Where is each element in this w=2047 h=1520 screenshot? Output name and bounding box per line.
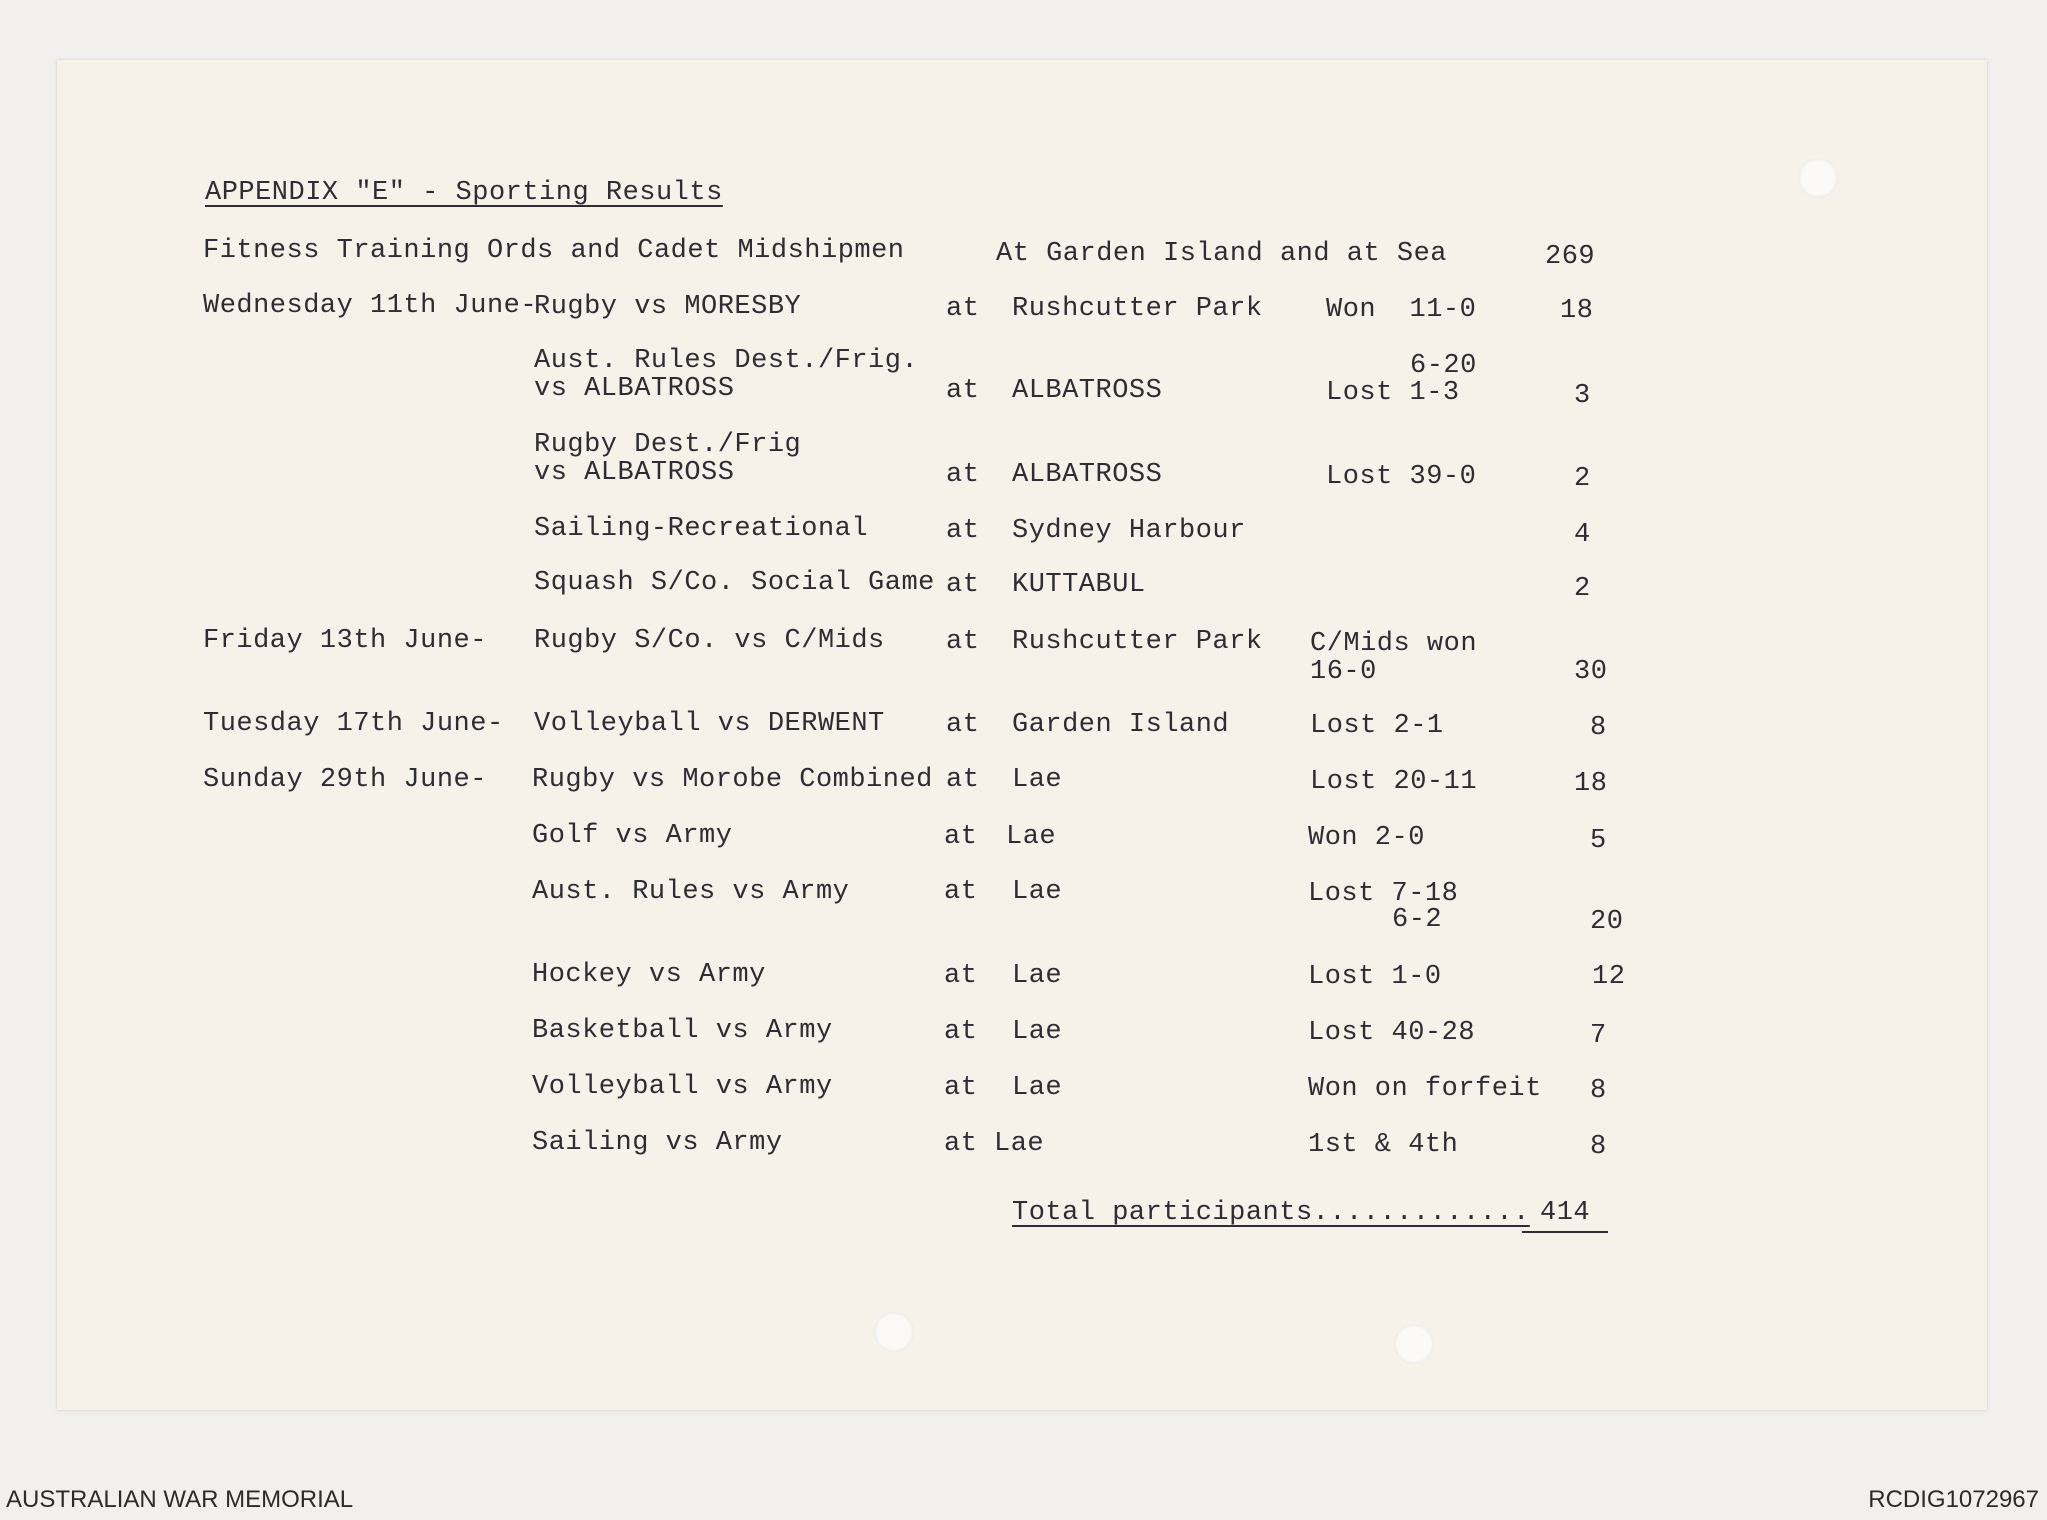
count: 2 — [1574, 464, 1591, 494]
result: C/Mids won — [1310, 629, 1478, 659]
fitness-count: 269 — [1545, 242, 1596, 272]
total-value: 414 — [1540, 1198, 1591, 1228]
total-label: Total participants............. — [1012, 1198, 1530, 1228]
punch-hole — [1798, 158, 1838, 198]
result-note: 6-20 — [1410, 351, 1477, 381]
at-label: at — [946, 710, 980, 740]
location: Lae — [1006, 822, 1057, 852]
total-underline — [1522, 1231, 1608, 1233]
at-label: at — [946, 570, 980, 600]
event: vs ALBATROSS — [534, 374, 735, 404]
punch-hole — [874, 1312, 914, 1352]
result: Lost 20-11 — [1310, 767, 1478, 797]
result: 6-2 — [1392, 905, 1443, 935]
result: 1st & 4th — [1308, 1130, 1459, 1160]
event: Golf vs Army — [532, 821, 733, 851]
at-label: at — [946, 627, 980, 657]
event: Hockey vs Army — [532, 960, 766, 990]
at-label: at — [944, 961, 978, 991]
count: 8 — [1590, 713, 1607, 743]
day-label: Tuesday 17th June- — [203, 709, 504, 739]
day-label: Sunday 29th June- — [203, 765, 487, 795]
location: Garden Island — [1012, 710, 1230, 740]
event: Volleyball vs Army — [532, 1072, 833, 1102]
result: Lost 1-3 — [1326, 378, 1460, 408]
count: 4 — [1574, 520, 1591, 550]
location: Lae — [1012, 961, 1063, 991]
location: Sydney Harbour — [1012, 516, 1246, 546]
count: 7 — [1590, 1021, 1607, 1051]
event: Rugby vs Morobe Combined — [532, 765, 933, 795]
result: Won 11-0 — [1326, 295, 1477, 325]
event: Aust. Rules vs Army — [532, 877, 850, 907]
count: 20 — [1590, 907, 1624, 937]
result: Lost 40-28 — [1308, 1018, 1476, 1048]
at-label: at — [946, 376, 980, 406]
event: Rugby Dest./Frig — [534, 430, 802, 460]
at-label: at — [946, 460, 980, 490]
count: 8 — [1590, 1132, 1607, 1162]
location: Lae — [1012, 877, 1063, 907]
result: Won 2-0 — [1308, 823, 1425, 853]
at-label: at — [944, 1017, 978, 1047]
count: 3 — [1574, 381, 1591, 411]
event: Sailing vs Army — [532, 1128, 783, 1158]
location: ALBATROSS — [1012, 460, 1163, 490]
event: Volleyball vs DERWENT — [534, 709, 885, 739]
result: Lost 2-1 — [1310, 711, 1444, 741]
fitness-location: At Garden Island and at Sea — [996, 239, 1447, 269]
count: 18 — [1560, 296, 1594, 326]
at-label: at — [946, 516, 980, 546]
result: Won on forfeit — [1308, 1074, 1542, 1104]
heading: APPENDIX "E" - Sporting Results — [205, 178, 723, 208]
result: Lost 7-18 — [1308, 879, 1459, 909]
fitness-event: Fitness Training Ords and Cadet Midshipmen — [203, 236, 905, 266]
event: vs ALBATROSS — [534, 458, 735, 488]
event: Sailing-Recreational — [534, 514, 869, 544]
footer-left: AUSTRALIAN WAR MEMORIAL — [6, 1486, 354, 1513]
location: Rushcutter Park — [1012, 627, 1263, 657]
count: 5 — [1590, 826, 1607, 856]
count: 2 — [1574, 574, 1591, 604]
location: Rushcutter Park — [1012, 294, 1263, 324]
location: Lae — [1012, 765, 1063, 795]
punch-hole — [1394, 1324, 1434, 1364]
result: 16-0 — [1310, 657, 1377, 687]
count: 12 — [1592, 962, 1626, 992]
location: Lae — [994, 1129, 1045, 1159]
footer-right: RCDIG1072967 — [1868, 1486, 2039, 1513]
location: KUTTABUL — [1012, 570, 1146, 600]
location: Lae — [1012, 1017, 1063, 1047]
at-label: at — [944, 822, 978, 852]
count: 18 — [1574, 769, 1608, 799]
at-label: at — [944, 1073, 978, 1103]
at-label: at — [946, 294, 980, 324]
at-label: at — [944, 1129, 978, 1159]
at-label: at — [944, 877, 978, 907]
location: ALBATROSS — [1012, 376, 1163, 406]
count: 30 — [1574, 657, 1608, 687]
location: Lae — [1012, 1073, 1063, 1103]
event: Rugby S/Co. vs C/Mids — [534, 626, 885, 656]
count: 8 — [1590, 1076, 1607, 1106]
event: Basketball vs Army — [532, 1016, 833, 1046]
at-label: at — [946, 765, 980, 795]
result: Lost 39-0 — [1326, 462, 1477, 492]
day-label: Friday 13th June- — [203, 626, 487, 656]
event: Squash S/Co. Social Game — [534, 568, 935, 598]
event: Rugby vs MORESBY — [534, 292, 802, 322]
day-label: Wednesday 11th June- — [203, 291, 538, 321]
event: Aust. Rules Dest./Frig. — [534, 346, 919, 376]
result: Lost 1-0 — [1308, 962, 1442, 992]
